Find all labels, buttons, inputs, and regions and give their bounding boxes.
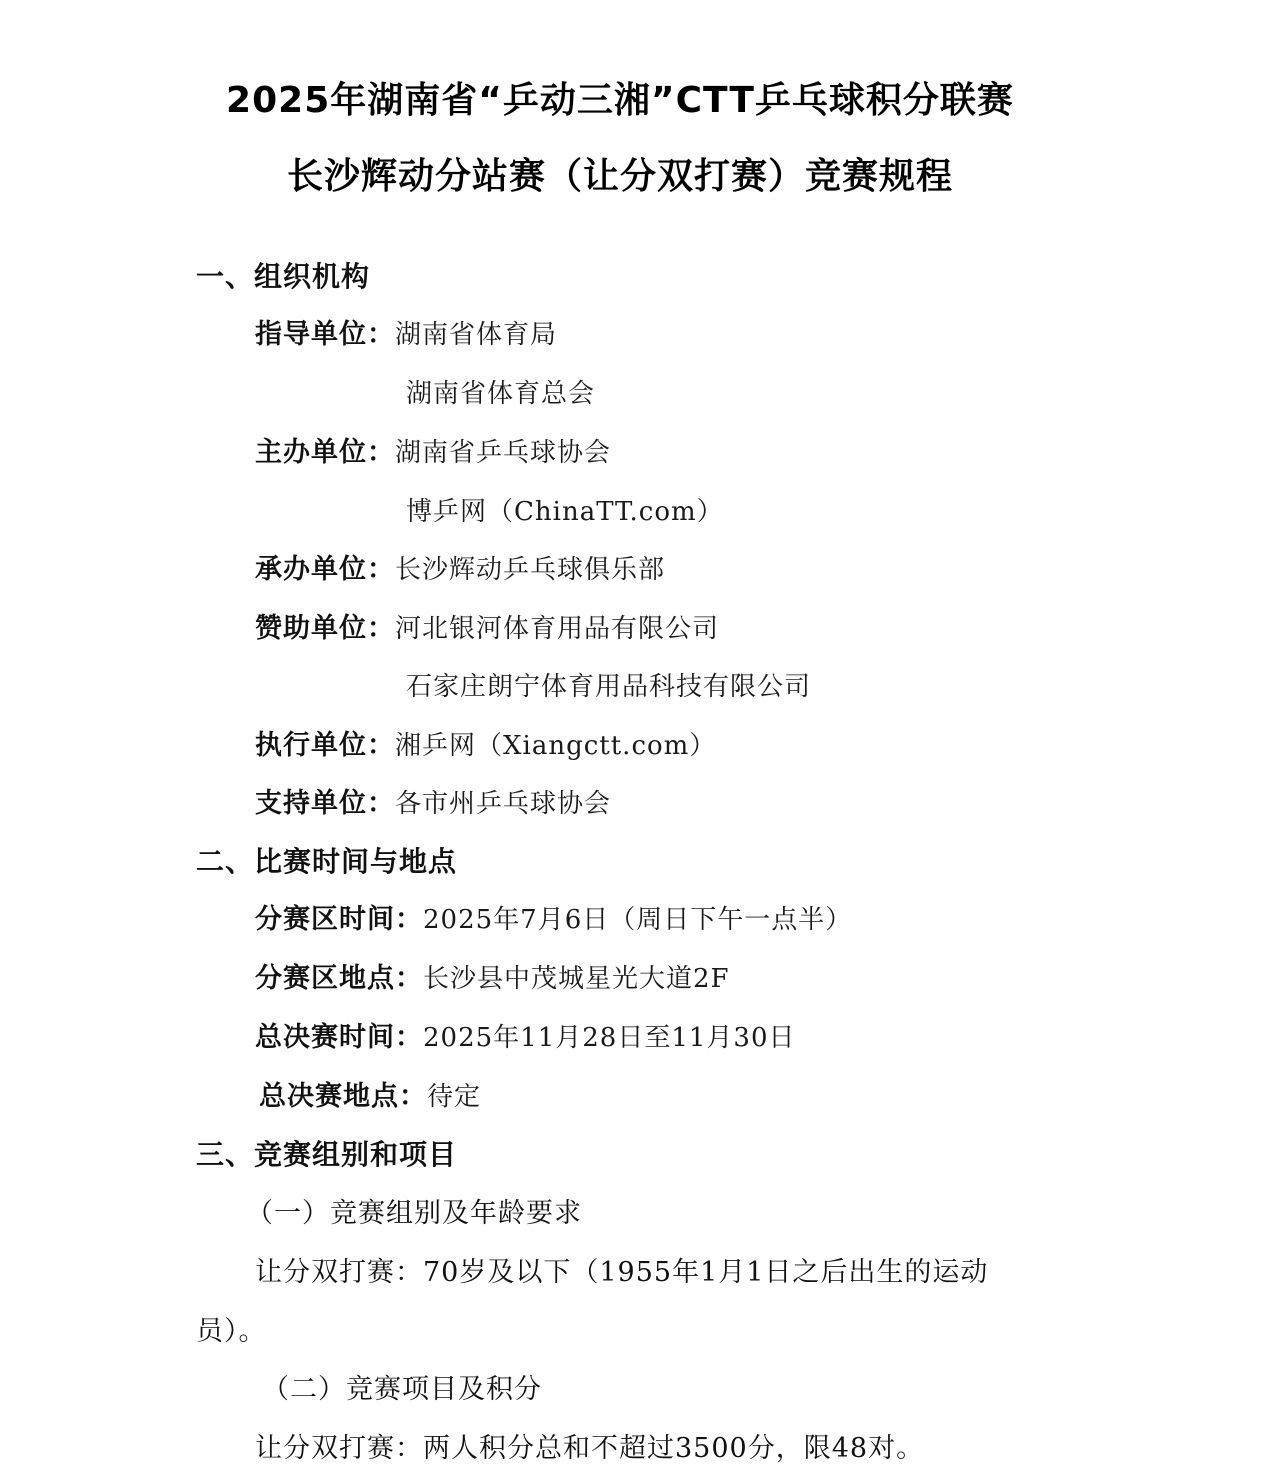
final-time-value: 2025年11月28日至11月30日 — [423, 1023, 796, 1053]
sponsor-unit-row — [255, 612, 719, 646]
organizer-unit-value: 长沙辉动乒乓球俱乐部 — [395, 555, 666, 585]
groups-age-text-line2: 员）。 — [196, 1316, 267, 1347]
support-unit-label: 支持单位： — [255, 788, 395, 819]
support-unit-row — [255, 787, 611, 821]
subheading-groups-age: （一）竞赛组别及年龄要求 — [246, 1198, 582, 1229]
host-unit-row — [255, 436, 611, 470]
guide-unit-value-1: 湖南省体育局 — [395, 320, 558, 350]
host-unit-label: 主办单位： — [255, 437, 395, 468]
executor-unit-label: 执行单位： — [255, 730, 395, 761]
division-place-label: 分赛区地点： — [255, 963, 423, 994]
document-title-line1: 2025年湖南省“乒动三湘”CTT乒乓球积分联赛 — [226, 80, 1014, 121]
host-unit-value-2: 博乒网（ChinaTT.com） — [406, 497, 724, 527]
division-time-value: 2025年7月6日（周日下午一点半） — [423, 905, 853, 935]
final-time-label: 总决赛时间： — [255, 1022, 423, 1053]
sponsor-unit-label: 赞助单位： — [255, 613, 395, 644]
host-unit-value-1: 湖南省乒乓球协会 — [395, 438, 612, 468]
executor-unit-value: 湘乒网（Xiangctt.com） — [395, 731, 717, 761]
final-place-value: 待定 — [427, 1082, 482, 1112]
division-place-row — [255, 962, 730, 996]
section-heading-time-place: 二、比赛时间与地点 — [196, 845, 458, 878]
final-time-row — [255, 1021, 796, 1055]
organizer-unit-row — [255, 553, 665, 587]
document-title-line2: 长沙辉动分站赛（让分双打赛）竞赛规程 — [286, 156, 953, 197]
sponsor-unit-value-1: 河北银河体育用品有限公司 — [395, 614, 720, 644]
guide-unit-label: 指导单位： — [255, 319, 395, 350]
division-time-row — [255, 903, 852, 937]
sponsor-unit-value-2: 石家庄朗宁体育用品科技有限公司 — [406, 672, 812, 702]
events-points-text: 让分双打赛：两人积分总和不超过3500分，限48对。 — [255, 1433, 925, 1464]
final-place-label: 总决赛地点： — [259, 1081, 427, 1112]
final-place-row — [259, 1080, 481, 1114]
support-unit-value: 各市州乒乓球协会 — [395, 789, 612, 819]
organizer-unit-label: 承办单位： — [255, 554, 395, 585]
division-place-value: 长沙县中茂城星光大道2F — [423, 964, 730, 994]
section-heading-groups-events: 三、竞赛组别和项目 — [196, 1138, 458, 1171]
section-heading-organization: 一、组织机构 — [196, 260, 371, 293]
division-time-label: 分赛区时间： — [255, 904, 423, 935]
guide-unit-row — [255, 318, 557, 352]
groups-age-text-line1: 让分双打赛：70岁及以下（1955年1月1日之后出生的运动 — [255, 1257, 989, 1288]
guide-unit-value-2: 湖南省体育总会 — [406, 379, 596, 409]
subheading-events-points: （二）竞赛项目及积分 — [262, 1374, 542, 1405]
executor-unit-row — [255, 729, 716, 763]
